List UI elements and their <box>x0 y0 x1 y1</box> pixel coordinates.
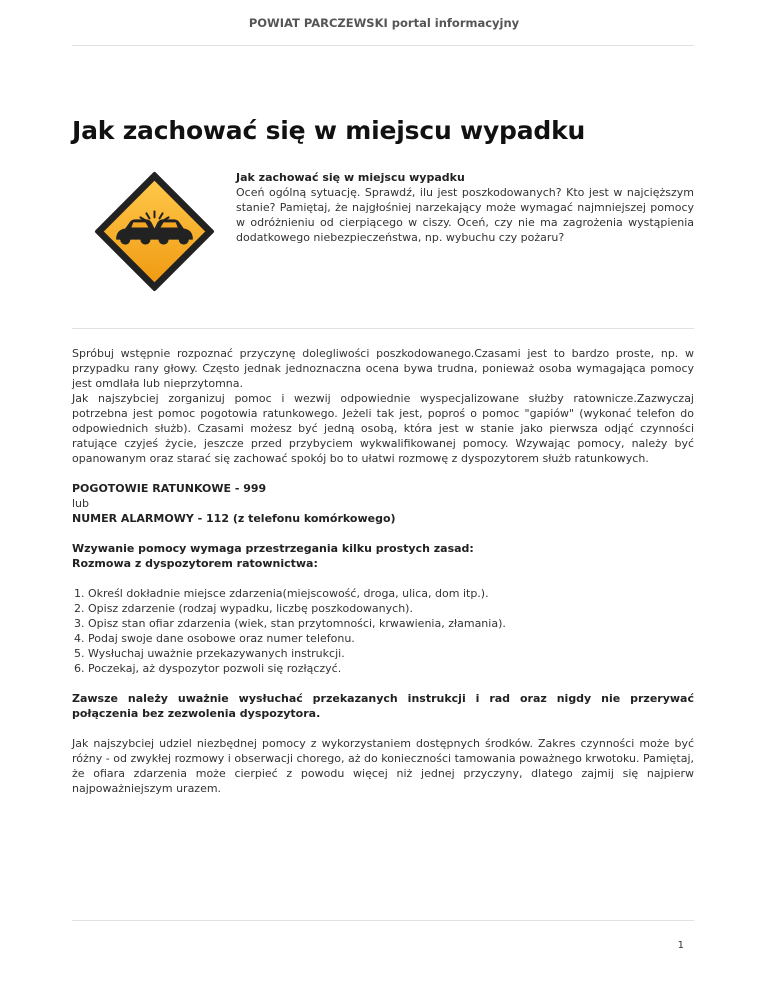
alarm-number: NUMER ALARMOWY - 112 (z telefonu komórkowego) <box>72 512 396 525</box>
or-text: lub <box>72 497 90 510</box>
article-body <box>72 346 694 796</box>
paragraph-diagnosis: Spróbuj wstępnie rozpoznać przyczynę dolegliwości poszkodowanego.Czasami jest to bardzo proste, np. w przypadku rany głowy. Często jednak jednoznaczna ocena bywa trudna, ponieważ osoba wymagająca pomocy jest omdlała lub nieprzytomna. <box>72 347 694 390</box>
paragraph-closing: Jak najszybciej udziel niezbędnej pomocy z wykorzystaniem dostępnych środków. Zakres czynności może być różny - od zwykłej rozmowy i obserwacji chorego, aż do konieczności tamowania poważnego krwotoku. Pamiętaj, że ofiara zdarzenia może cierpieć z powodu więcej niż jednej przyczyny, dlatego zajmij się najpierw najpoważniejszym urazem. <box>72 737 694 795</box>
intro-title: Jak zachować się w miejscu wypadku <box>236 171 465 184</box>
paragraph-organize-help: Jak najszybciej zorganizuj pomoc i wezwij odpowiednie wyspecjalizowane służby ratownicze.Zazwyczaj potrzebna jest pomoc pogotowia ratunkowego. Jeżeli tak jest, poproś o pomoc "gapiów" (wykonać telefon do odpowiednich służb). Czasami możesz być jedną osobą, która jest w stanie jako pierwsza odjąć czynności ratujące czyjeś życie, jeszcze przed przybyciem wykwalifikowanej pomocy. Wzywając pomocy, należy być opanowanym oraz starać się zachować spokój bo to ułatwi rozmowę z dyspozytorem służb ratunkowych. <box>72 392 694 465</box>
list-item: 5. Wysłuchaj uważnie przekazywanych instrukcji. <box>88 646 694 661</box>
list-item: 1. Określ dokładnie miejsce zdarzenia(miejscowość, droga, ulica, dom itp.). <box>88 586 694 601</box>
dispatcher-steps-list <box>72 586 694 676</box>
list-item: 3. Opisz stan ofiar zdarzenia (wiek, stan przytomności, krwawienia, złamania). <box>88 616 694 631</box>
site-header: POWIAT PARCZEWSKI portal informacyjny <box>248 16 520 30</box>
car-crash-warning-sign-icon <box>94 171 215 292</box>
footer-divider <box>72 920 694 921</box>
list-item: 2. Opisz zdarzenie (rodzaj wypadku, liczbę poszkodowanych). <box>88 601 694 616</box>
warning-note: Zawsze należy uważnie wysłuchać przekazanych instrukcji i rad oraz nigdy nie przerywać połączenia bez zezwolenia dyspozytora. <box>72 692 694 720</box>
page-title: Jak zachować się w miejscu wypadku <box>72 116 586 145</box>
page-number: 1 <box>677 940 684 951</box>
list-item: 6. Poczekaj, aż dyspozytor pozwoli się rozłączyć. <box>88 661 694 676</box>
header-divider <box>72 45 694 46</box>
list-item: 4. Podaj swoje dane osobowe oraz numer telefonu. <box>88 631 694 646</box>
intro-text: Oceń ogólną sytuację. Sprawdź, ilu jest poszkodowanych? Kto jest w najcięższym stanie? Pamiętaj, że najgłośniej narzekający może wymagać najmniejszej pomocy w odróżnieniu od cierpiącego w ciszy. Oceń, czy nie ma zagrożenia wystąpienia dodatkowego niebezpieczeństwa, np. wybuchu czy pożaru? <box>236 186 694 244</box>
section-divider <box>72 328 694 329</box>
intro-block <box>236 170 694 245</box>
rules-subheading: Rozmowa z dyspozytorem ratownictwa: <box>72 557 318 570</box>
rules-heading: Wzywanie pomocy wymaga przestrzegania kilku prostych zasad: <box>72 542 474 555</box>
emergency-number: POGOTOWIE RATUNKOWE - 999 <box>72 482 267 495</box>
